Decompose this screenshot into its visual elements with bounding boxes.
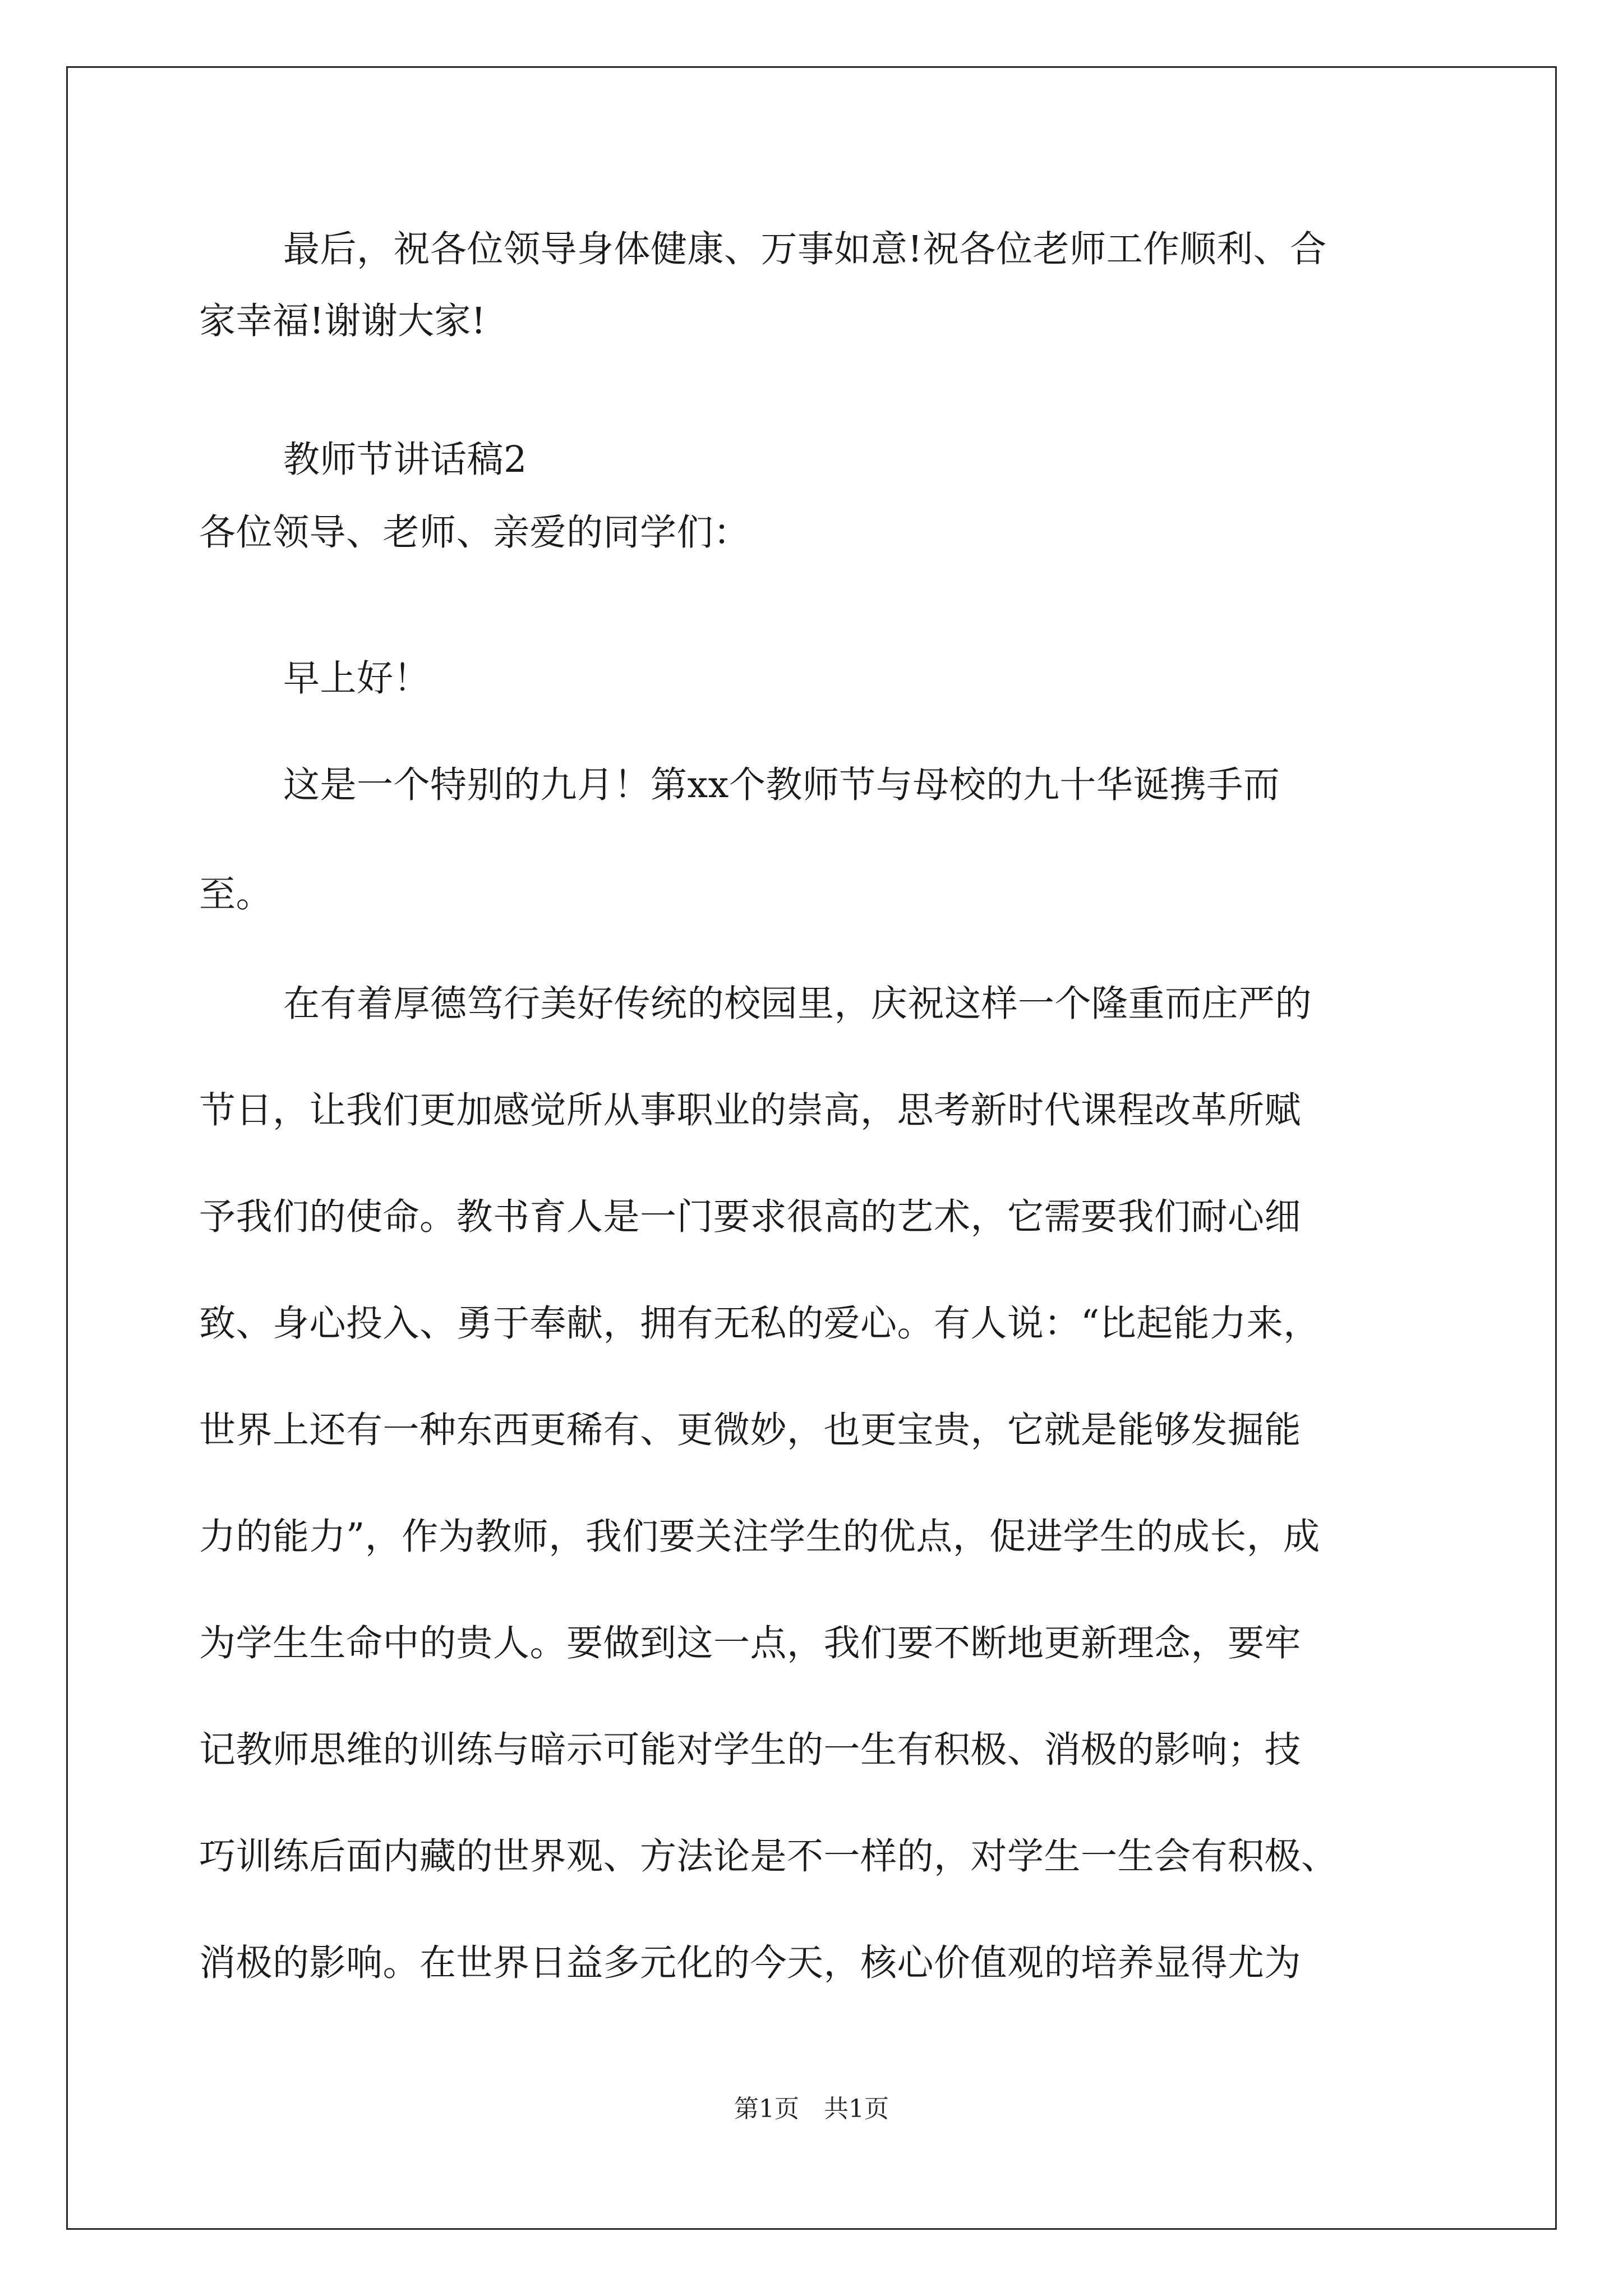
text-line: 家幸福!谢谢大家! [199, 300, 486, 342]
text-line: 节日，让我们更加感觉所从事职业的崇高，思考新时代课程改革所赋 [199, 1089, 1302, 1131]
text-line: 巧训练后面内藏的世界观、方法论是不一样的，对学生一生会有积极、 [199, 1835, 1338, 1878]
text-line: 致、身心投入、勇于奉献，拥有无私的爱心。有人说：“比起能力来， [199, 1303, 1320, 1345]
text-line: 为学生生命中的贵人。要做到这一点，我们要不断地更新理念，要牢 [199, 1622, 1302, 1664]
text-line: 记教师思维的训练与暗示可能对学生的一生有积极、消极的影响；技 [199, 1729, 1302, 1771]
salutation: 各位领导、老师、亲爱的同学们： [199, 512, 750, 554]
greeting: 早上好！ [283, 657, 431, 700]
text-line: 最后，祝各位领导身体健康、万事如意!祝各位老师工作顺利、合 [283, 228, 1327, 270]
text-line: 这是一个特别的九月！第xx个教师节与母校的九十华诞携手而 [283, 764, 1280, 806]
section-heading: 教师节讲话稿2 [283, 439, 527, 481]
page-number-footer: 第1页 共1页 [734, 2095, 889, 2123]
text-line: 力的能力”，作为教师，我们要关注学生的优点，促进学生的成长，成 [199, 1516, 1320, 1558]
text-line: 世界上还有一种东西更稀有、更微妙，也更宝贵，它就是能够发掘能 [199, 1409, 1302, 1451]
text-line: 至。 [199, 873, 273, 915]
text-line: 消极的影响。在世界日益多元化的今天，核心价值观的培养显得尤为 [199, 1942, 1302, 1984]
page-border [66, 66, 1557, 2230]
text-line: 予我们的使命。教书育人是一门要求很高的艺术，它需要我们耐心细 [199, 1196, 1302, 1238]
text-line: 在有着厚德笃行美好传统的校园里，庆祝这样一个隆重而庄严的 [283, 983, 1312, 1025]
